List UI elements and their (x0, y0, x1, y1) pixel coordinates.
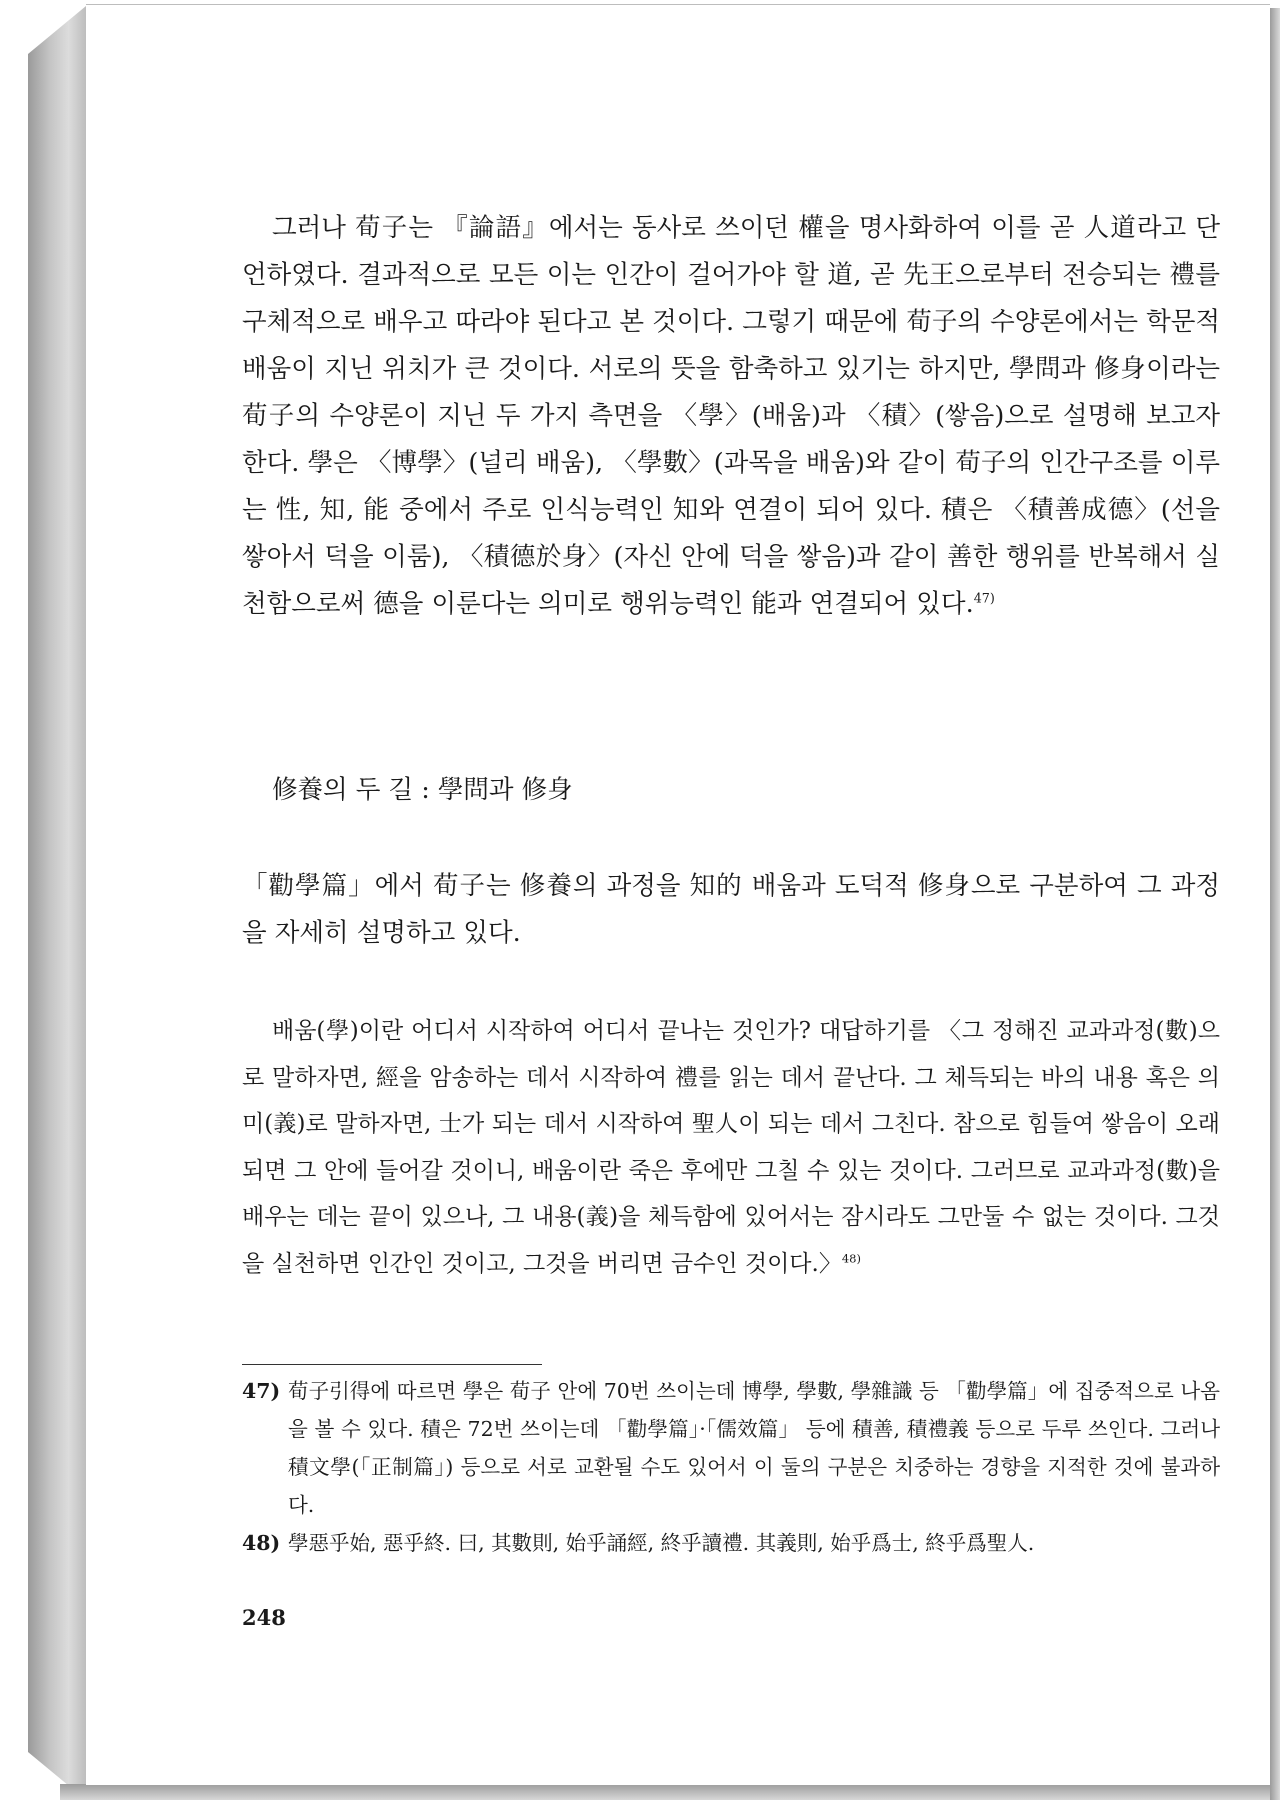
footnote-text: 學惡乎始, 惡乎終. 曰, 其數則, 始乎誦經, 終乎讀禮. 其義則, 始乎爲士, 終乎爲聖人. (288, 1531, 1035, 1555)
footnote-text: 荀子引得에 따르면 學은 荀子 안에 70번 쓰이는데 博學, 學數, 學雜識 등 「勸學篇」에 집중적으로 나옴을 볼 수 있다. 積은 72번 쓰이는데 「勸學篇」·「儒效篇」 등에 積善, 積禮義 등으로 두루 쓰인다. 그러나 積文學(「正制篇」) 등으로 서로 교환될 수도 있어서 이 둘의 구분은 치중하는 경향을 지적한 것에 불과하다. (288, 1379, 1220, 1517)
footnote-number: 48) (242, 1531, 281, 1555)
book-right-edge (1270, 8, 1280, 1800)
footnote-48 (242, 1524, 1220, 1562)
page-sheet (86, 4, 1270, 1785)
book-bottom-edge (60, 1784, 1270, 1800)
page-number: 248 (242, 1605, 286, 1630)
footnote-ref-47: 47) (973, 591, 995, 607)
footnote-ref-48: 48) (841, 1250, 861, 1265)
footnote-number: 47) (242, 1379, 281, 1403)
main-paragraph-text: 그러나 荀子는 『論語』에서는 동사로 쓰이던 權을 명사화하여 이를 곧 人道라고 단언하였다. 결과적으로 모든 이는 인간이 걸어가야 할 道, 곧 先王으로부터 전승되는 禮를 구체적으로 배우고 따라야 된다고 본 것이다. 그렇기 때문에 荀子의 수양론에서는 학문적 배움이 지닌 위치가 큰 것이다. 서로의 뜻을 함축하고 있기는 하지만, 學問과 修身이라는 荀子의 수양론이 지닌 두 가지 측면을 〈學〉(배움)과 〈積〉(쌓음)으로 설명해 보고자 한다. 學은 〈博學〉(널리 배움), 〈學數〉(과목을 배움)와 같이 荀子의 인간구조를 이루는 性, 知, 能 중에서 주로 인식능력인 知와 연결이 되어 있다. 積은 〈積善成德〉(선을 쌓아서 덕을 이룸), 〈積德於身〉(자신 안에 덕을 쌓음)과 같이 善한 행위를 반복해서 실천함으로써 德을 이룬다는 의미로 행위능력인 能과 연결되어 있다. (242, 213, 1220, 619)
footnotes-list (242, 1372, 1220, 1562)
footnote-47 (242, 1372, 1220, 1524)
intro-paragraph: 「勸學篇」에서 荀子는 修養의 과정을 知的 배움과 도덕적 修身으로 구분하여 그 과정을 자세히 설명하고 있다. (242, 871, 1220, 948)
block-quote-text: 배움(學)이란 어디서 시작하여 어디서 끝나는 것인가? 대답하기를 〈그 정해진 교과과정(數)으로 말하자면, 經을 암송하는 데서 시작하여 禮를 읽는 데서 끝난다. 그 체득되는 바의 내용 혹은 의미(義)로 말하자면, 士가 되는 데서 시작하여 聖人이 되는 데서 그친다. 참으로 힘들여 쌓음이 오래되면 그 안에 들어갈 것이니, 배움이란 죽은 후에만 그칠 수 있는 것이다. 그러므로 교과과정(數)을 배우는 데는 끝이 있으나, 그 내용(義)을 체득함에 있어서는 잠시라도 그만둘 수 없는 것이다. 그것을 실천하면 인간인 것이고, 그것을 버리면 금수인 것이다.〉 (242, 1018, 1220, 1277)
book-spine-edge (28, 6, 86, 1800)
main-paragraph (242, 205, 1220, 628)
footnote-separator (242, 1364, 542, 1365)
section-heading: 修養의 두 길 : 學問과 修身 (272, 775, 573, 805)
block-quote (242, 1008, 1220, 1287)
